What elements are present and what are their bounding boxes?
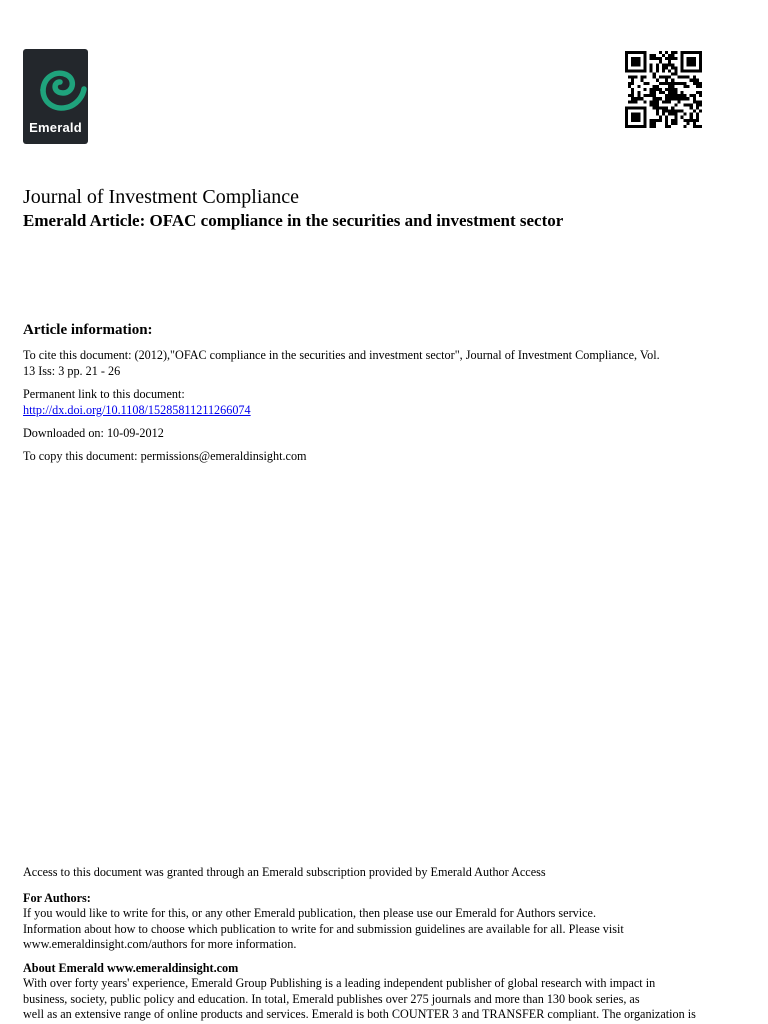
doi-link[interactable]: http://dx.doi.org/10.1108/15285811211266074	[23, 403, 251, 417]
copy-permissions: To copy this document: permissions@emeraldinsight.com	[23, 449, 307, 463]
for-authors-text	[23, 906, 723, 953]
article-title: Emerald Article: OFAC compliance in the securities and investment sector	[23, 211, 564, 230]
for-authors-line: www.emeraldinsight.com/authors for more information.	[23, 937, 297, 951]
qr-code-icon	[625, 51, 702, 128]
for-authors-heading: For Authors:	[23, 891, 91, 905]
citation-line: 13 Iss: 3 pp. 21 - 26	[23, 363, 121, 378]
downloaded-date: Downloaded on: 10-09-2012	[23, 426, 164, 440]
citation-line: To cite this document: (2012),"OFAC compliance in the securities and investment sector", Journal of Investment Compliance, Vol.	[23, 348, 660, 362]
logo-wordmark: Emerald	[29, 120, 82, 135]
about-line: business, society, public policy and education. In total, Emerald publishes over 275 journals and more than 130 book series, as	[23, 991, 640, 1006]
journal-title: Journal of Investment Compliance	[23, 186, 300, 208]
about-emerald-text	[23, 976, 743, 1023]
about-line: With over forty years' experience, Emerald Group Publishing is a leading independent publisher of global research with impact in	[23, 976, 656, 990]
emerald-swirl-icon	[23, 49, 88, 121]
permanent-link-label: Permanent link to this document:	[23, 387, 185, 401]
for-authors-line: Information about how to choose which publication to write for and submission guidelines are available for all. Please visit	[23, 921, 624, 936]
about-line: well as an extensive range of online products and services. Emerald is both COUNTER 3 and TRANSFER compliant. The organization is	[23, 1007, 696, 1021]
emerald-logo	[23, 49, 88, 144]
article-info-heading: Article information:	[23, 322, 153, 338]
citation	[23, 348, 723, 379]
for-authors-line: If you would like to write for this, or any other Emerald publication, then please use our Emerald for Authors service.	[23, 906, 596, 920]
access-note: Access to this document was granted through an Emerald subscription provided by Emerald Author Access	[23, 865, 546, 879]
about-emerald-heading: About Emerald www.emeraldinsight.com	[23, 961, 239, 975]
